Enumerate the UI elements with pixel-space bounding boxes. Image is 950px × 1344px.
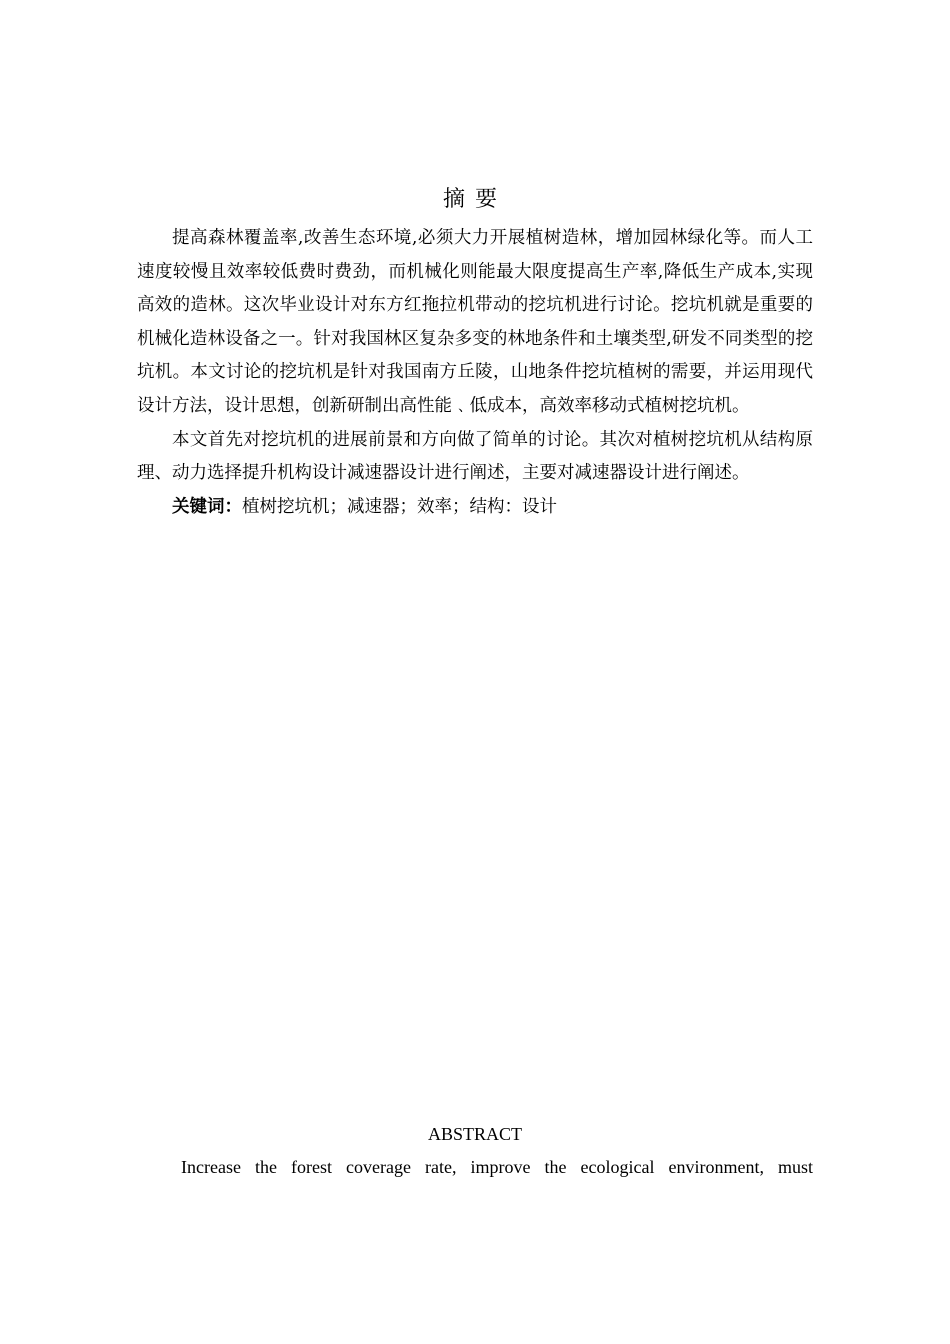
- keywords-label: 关键词：: [172, 496, 242, 517]
- chinese-abstract-body: [137, 222, 813, 524]
- english-abstract-title: ABSTRACT: [427, 1124, 523, 1144]
- keywords-line: [137, 491, 813, 525]
- keywords-text: 植树挖坑机；减速器；效率；结构：设计: [242, 496, 557, 517]
- abstract-paragraph-1: 提高森林覆盖率,改善生态环境,必须大力开展植树造林，增加园林绿化等。而人工速度较慢且效率较低费时费劲，而机械化则能最大限度提高生产率,降低生产成本,实现高效的造林。这次毕业设计对东方红拖拉机带动的挖坑机进行讨论。挖坑机就是重要的机械化造林设备之一。针对我国林区复杂多变的林地条件和土壤类型,研发不同类型的挖坑机。本文讨论的挖坑机是针对我国南方丘陵，山地条件挖坑植树的需要，并运用现代设计方法，设计思想，创新研制出高性能﹑低成本，高效率移动式植树挖坑机。: [137, 228, 813, 416]
- chinese-abstract-title: 摘要: [442, 187, 507, 212]
- abstract-paragraph-2: 本文首先对挖坑机的进展前景和方向做了简单的讨论。其次对植树挖坑机从结构原理、动力选择提升机构设计减速器设计进行阐述，主要对减速器设计进行阐述。: [137, 429, 813, 484]
- english-abstract-first-line: Increase the forest coverage rate, improve the ecological environment, must: [181, 1157, 813, 1177]
